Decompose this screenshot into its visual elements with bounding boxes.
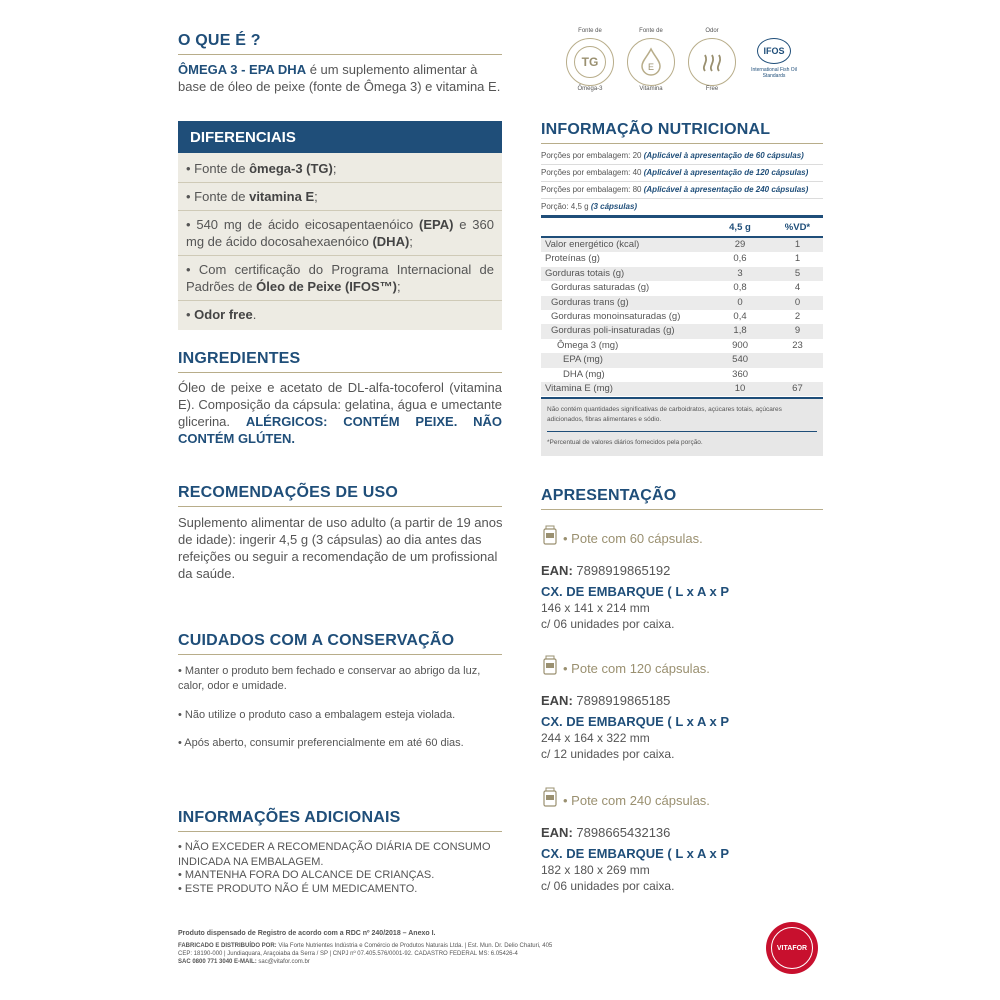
nutrient-amount: 1,8 (733, 325, 747, 337)
divider (178, 654, 502, 655)
nutrient-name: EPA (mg) (563, 354, 603, 366)
nutrient-dv: 23 (792, 339, 803, 351)
nutrient-name: DHA (mg) (563, 368, 605, 380)
nutrient-name: Gorduras trans (g) (551, 296, 629, 308)
odor-waves-icon (688, 38, 736, 86)
portion-line: Porções por embalagem: 20 (Aplicável à apresentação de 60 cápsulas) (541, 148, 823, 165)
svg-text:E: E (647, 62, 655, 72)
nutrient-amount: 900 (732, 339, 748, 351)
nutrient-dv: 2 (794, 311, 801, 323)
table-row (541, 382, 823, 396)
ingredientes-text: Óleo de peixe e acetato de DL-alfa-tocoferol (vitamina E). Composição da cápsula: gelatina, água e umectante glicerina. ALÉRGICOS: CONTÉM PEIXE. NÃO CONTÉM GLÚTEN. (178, 380, 503, 446)
nutrient-amount: 29 (734, 239, 746, 250)
table-row (541, 296, 823, 310)
list-item: • Fonte de vitamina E; (178, 183, 502, 211)
nutrient-name: Vitamina E (mg) (545, 383, 613, 395)
list-item: • Com certificação do Programa Internacional de Padrões de Óleo de Peixe (IFOS™); (178, 256, 502, 301)
table-notes (541, 397, 823, 456)
jar-icon (543, 525, 557, 545)
nutrient-name: Ômega 3 (mg) (557, 339, 619, 351)
manufacturer-info: FABRICADO E DISTRIBUÍDO POR: Vila Forte Nutrientes Indústria e Comércio de Produtos Naturais Ltda. | Est. Mun. Dr. Delio Chaturi, 405 CEP: 18190-000 | Jundiaquara, Araçoiaba da Serra / SP | CNPJ nº 07.405.576/0001-92. CADASTRO FEDERAL MS: 6.05426-4 SAC 0800 771 3040 E-MAIL: sac@vitafor.com.br (178, 943, 553, 965)
table-row (541, 267, 823, 281)
apresentacao-item: • Pote com 60 cápsulas. EAN: 7898919865192 CX. DE EMBARQUE ( L x A x P 146 x 141 x 214 mm c/ 06 unidades por caixa. (541, 525, 831, 632)
divider (541, 143, 823, 144)
table-footnote: Não contém quantidades significativas de carboidratos, açúcares totais, açúcares adicionados, fibras alimentares e sódio. (547, 405, 817, 432)
nutrient-name: Gorduras totais (g) (545, 267, 625, 279)
ean-code: EAN: 7898919865192 (541, 563, 671, 578)
adicionais-item: • ESTE PRODUTO NÃO É UM MEDICAMENTO. (178, 883, 418, 895)
nutrient-amount: 0,6 (733, 253, 747, 265)
nutrition-table (541, 220, 823, 456)
vitamin-drop-icon (627, 38, 675, 86)
nutrient-dv: 1 (794, 239, 801, 250)
nutrient-name: Gorduras monoinsaturadas (g) (551, 311, 681, 323)
nutrient-amount: 0,4 (733, 311, 747, 323)
table-row (541, 310, 823, 324)
ifos-logo-icon: IFOS International Fish Oil Standards (750, 38, 798, 86)
section-title-recomendacoes: RECOMENDAÇÕES DE USO (178, 484, 399, 501)
brand-name: VITAFOR (776, 944, 808, 952)
ean-code: EAN: 7898919865185 (541, 693, 671, 708)
section-title-apresentacao: APRESENTAÇÃO (541, 487, 677, 504)
divider (178, 506, 502, 507)
table-row (541, 324, 823, 338)
nutrient-dv: 5 (794, 267, 801, 279)
nutrient-amount: 0 (737, 296, 743, 308)
cuidados-item: • Manter o produto bem fechado e conservar ao abrigo da luz, calor, odor e umidade. (178, 665, 481, 692)
jar-icon (543, 787, 557, 807)
section-title-o-que-e: O QUE É ? (178, 32, 261, 49)
list-item: • Odor free. (186, 307, 257, 322)
nutrient-amount: 360 (732, 368, 749, 380)
divider (178, 54, 502, 55)
nutrient-name: Gorduras poli-insaturadas (g) (551, 325, 675, 337)
nutrient-amount: 540 (732, 354, 749, 366)
divider (541, 509, 823, 510)
table-footnote: *Percentual de valores diários fornecidos pela porção. (547, 439, 703, 447)
nutrient-dv: 1 (794, 253, 801, 265)
allergen-warning: ALÉRGICOS: CONTÉM PEIXE. NÃO CONTÉM GLÚTEN. (178, 414, 503, 446)
adicionais-item: • MANTENHA FORA DO ALCANCE DE CRIANÇAS. (178, 869, 435, 881)
portion-line: Porções por embalagem: 40 (Aplicável à apresentação de 120 cápsulas) (541, 165, 823, 182)
adicionais-item: • NÃO EXCEDER A RECOMENDAÇÃO DIÁRIA DE CONSUMO INDICADA NA EMBALAGEM. (178, 841, 491, 868)
registro-note: Produto dispensado de Registro de acordo com a RDC nº 240/2018 – Anexo I. (178, 930, 436, 937)
table-header: 4,5 g %VD* (541, 220, 823, 238)
portion-info (541, 148, 823, 218)
list-item: • Fonte de ômega-3 (TG); (178, 155, 502, 183)
section-title-nutricional: INFORMAÇÃO NUTRICIONAL (541, 121, 771, 138)
o-que-e-text: ÔMEGA 3 - EPA DHA é um suplemento alimentar à base de óleo de peixe (fonte de Ômega 3) e vitamina E. (178, 62, 501, 94)
ean-code: EAN: 7898665432136 (541, 825, 671, 840)
recomendacoes-text: Suplemento alimentar de uso adulto (a partir de 19 anos de idade): ingerir 4,5 g (3 cápsulas) ao dia antes das refeições ou seguir a recomendação de um profissional da saúde. (178, 515, 503, 581)
table-row (541, 281, 823, 295)
nutrient-amount: 3 (737, 267, 743, 279)
nutrient-name: Proteínas (g) (545, 253, 600, 265)
nutrient-dv: 0 (794, 296, 801, 308)
nutrient-name: Valor energético (kcal) (545, 239, 640, 250)
table-row (541, 368, 823, 382)
section-title-cuidados: CUIDADOS COM A CONSERVAÇÃO (178, 632, 455, 649)
nutrient-amount: 10 (734, 383, 746, 395)
badge-row: Fonte de TG Ômega-3 Fonte de E Vitamina Odor Free IFOS International Fish Oil Standards (566, 32, 826, 102)
jar-icon (543, 655, 557, 675)
vitafor-logo (766, 922, 818, 974)
product-name: ÔMEGA 3 - EPA DHA (178, 62, 307, 77)
cuidados-item: • Não utilize o produto caso a embalagem esteja violada. (178, 709, 456, 721)
diferenciais-header: DIFERENCIAIS (178, 121, 502, 153)
section-title-ingredientes: INGREDIENTES (178, 350, 301, 367)
nutrient-dv: 9 (794, 325, 801, 337)
table-row (541, 238, 823, 252)
nutrient-dv: 67 (792, 383, 803, 395)
cuidados-item: • Após aberto, consumir preferencialmente em até 60 dias. (178, 737, 464, 749)
table-row (541, 339, 823, 353)
apresentacao-item: • Pote com 120 cápsulas. EAN: 7898919865185 CX. DE EMBARQUE ( L x A x P 244 x 164 x 322 mm c/ 12 unidades por caixa. (541, 655, 831, 762)
diferenciais-list (178, 153, 502, 330)
nutrient-amount: 0,8 (733, 282, 747, 294)
diferenciais-panel (178, 121, 502, 330)
table-row (541, 353, 823, 367)
portion-line: Porção: 4,5 g (3 cápsulas) (541, 199, 823, 218)
section-title-adicionais: INFORMAÇÕES ADICIONAIS (178, 809, 401, 826)
nutrient-dv (772, 368, 823, 382)
nutrient-dv: 4 (794, 282, 801, 294)
portion-line: Porções por embalagem: 80 (Aplicável à apresentação de 240 cápsulas) (541, 182, 823, 199)
list-item: • 540 mg de ácido eicosapentaenóico (EPA) e 360 mg de ácido docosahexaenóico (DHA); (178, 211, 502, 256)
divider (178, 831, 502, 832)
table-body (541, 238, 823, 396)
tg-badge-icon: TG (566, 38, 614, 86)
nutrient-dv (772, 353, 823, 367)
nutrient-name: Gorduras saturadas (g) (551, 282, 650, 294)
table-row (541, 252, 823, 266)
apresentacao-item: • Pote com 240 cápsulas. EAN: 7898665432136 CX. DE EMBARQUE ( L x A x P 182 x 180 x 269 mm c/ 06 unidades por caixa. (541, 787, 831, 894)
divider (178, 372, 502, 373)
